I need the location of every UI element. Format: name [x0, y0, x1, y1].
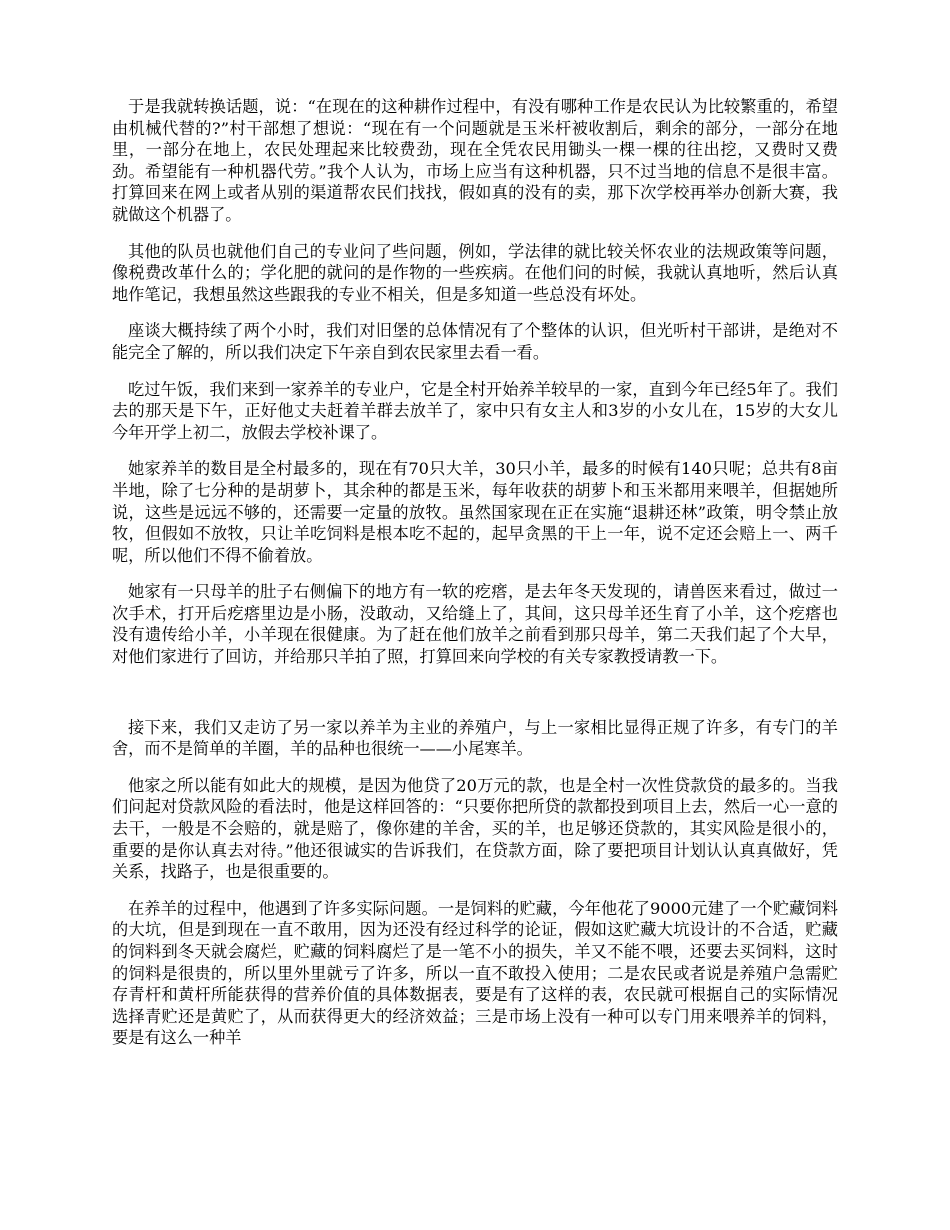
- paragraph-second-household: 接下来，我们又走访了另一家以养羊为主业的养殖户，与上一家相比显得正规了许多，有专门的羊舍，而不是简单的羊圈，羊的品种也很统一——小尾寒羊。: [112, 717, 838, 759]
- paragraph-topic-change: 于是我就转换话题，说：“在现在的这种耕作过程中，有没有哪种工作是农民认为比较繁重的，希望由机械代替的?”村干部想了想说：“现在有一个问题就是玉米杆被收割后，剩余的部分，一部分在地里，一部分在地上，农民处理起来比较费劲，现在全凭农民用锄头一棵一棵的往出挖，又费时又费劲。希望能有一种机器代劳。”我个人认为，市场上应当有这种机器，只不过当地的信息不是很丰富。打算回来在网上或者从别的渠道帮农民们找找，假如真的没有的卖，那下次学校再举办创新大赛，我就做这个机器了。: [112, 97, 838, 224]
- section-gap: [112, 683, 838, 717]
- paragraph-problems: 在养羊的过程中，他遇到了许多实际问题。一是饲料的贮藏，今年他花了9000元建了一个贮藏饲料的大坑，但是到现在一直不敢用，因为还没有经过科学的论证，假如这贮藏大坑设计的不合适，贮藏的饲料到冬天就会腐烂，贮藏的饲料腐烂了是一笔不小的损失，羊又不能不喂，还要去买饲料，这时的饲料是很贵的，所以里外里就亏了许多，所以一直不敢投入使用；二是农民或者说是养殖户急需贮存青杆和黄杆所能获得的营养价值的具体数据表，要是有了这样的表，农民就可根据自己的实际情况选择青贮还是黄贮了，从而获得更大的经济效益；三是市场上没有一种可以专门用来喂养羊的饲料，要是有这么一种羊: [112, 898, 838, 1048]
- paragraph-loan: 他家之所以能有如此大的规模，是因为他贷了20万元的款，也是全村一次性贷款贷的最多的。当我们问起对贷款风险的看法时，他是这样回答的：“只要你把所贷的款都投到项目上去，然后一心一意的去干，一般是不会赔的，就是赔了，像你建的羊舍，买的羊，也足够还贷款的，其实风险是很小的，重要的是你认真去对待。”他还很诚实的告诉我们，在贷款方面，除了要把项目计划认认真真做好，凭关系，找路子，也是很重要的。: [112, 775, 838, 882]
- paragraph-team-questions: 其他的队员也就他们自己的专业问了些问题，例如，学法律的就比较关怀农业的法规政策等问题，像税费改革什么的；学化肥的就问的是作物的一些疾病。在他们问的时候，我就认真地听，然后认真地作笔记，我想虽然这些跟我的专业不相关，但是多知道一些总没有坏处。: [112, 241, 838, 304]
- paragraph-sheep-count: 她家养羊的数目是全村最多的，现在有70只大羊，30只小羊，最多的时候有140只呢；总共有8亩半地，除了七分种的是胡萝卜，其余种的都是玉米，每年收获的胡萝卜和玉米都用来喂羊，但据她所说，这些是远远不够的，还需要一定量的放牧。虽然国家现在正在实施“退耕还林”政策，明令禁止放牧，但假如不放牧，只让羊吃饲料是根本吃不起的，起早贪黑的干上一年，说不定还会赔上一、两千呢，所以他们不得不偷着放。: [112, 459, 838, 565]
- paragraph-meeting-summary: 座谈大概持续了两个小时，我们对旧堡的总体情况有了个整体的认识，但光听村干部讲，是绝对不能完全了解的，所以我们决定下午亲自到农民家里去看一看。: [112, 321, 838, 362]
- paragraph-first-household: 吃过午饭，我们来到一家养羊的专业户，它是全村开始养羊较早的一家，直到今年已经5年了。我们去的那天是下午，正好他丈夫赶着羊群去放羊了，家中只有女主人和3岁的小女儿在，15岁的大女儿今年开学上初二，放假去学校补课了。: [112, 379, 838, 442]
- paragraph-ewe-lump: 她家有一只母羊的肚子右侧偏下的地方有一软的疙瘩，是去年冬天发现的，请兽医来看过，做过一次手术，打开后疙瘩里边是小肠，没敢动，又给缝上了，其间，这只母羊还生育了小羊，这个疙瘩也没有遗传给小羊，小羊现在很健康。为了赶在他们放羊之前看到那只母羊，第二天我们起了个大早，对他们家进行了回访，并给那只羊拍了照，打算回来向学校的有关专家教授请教一下。: [112, 582, 838, 667]
- document-body: [112, 96, 838, 1064]
